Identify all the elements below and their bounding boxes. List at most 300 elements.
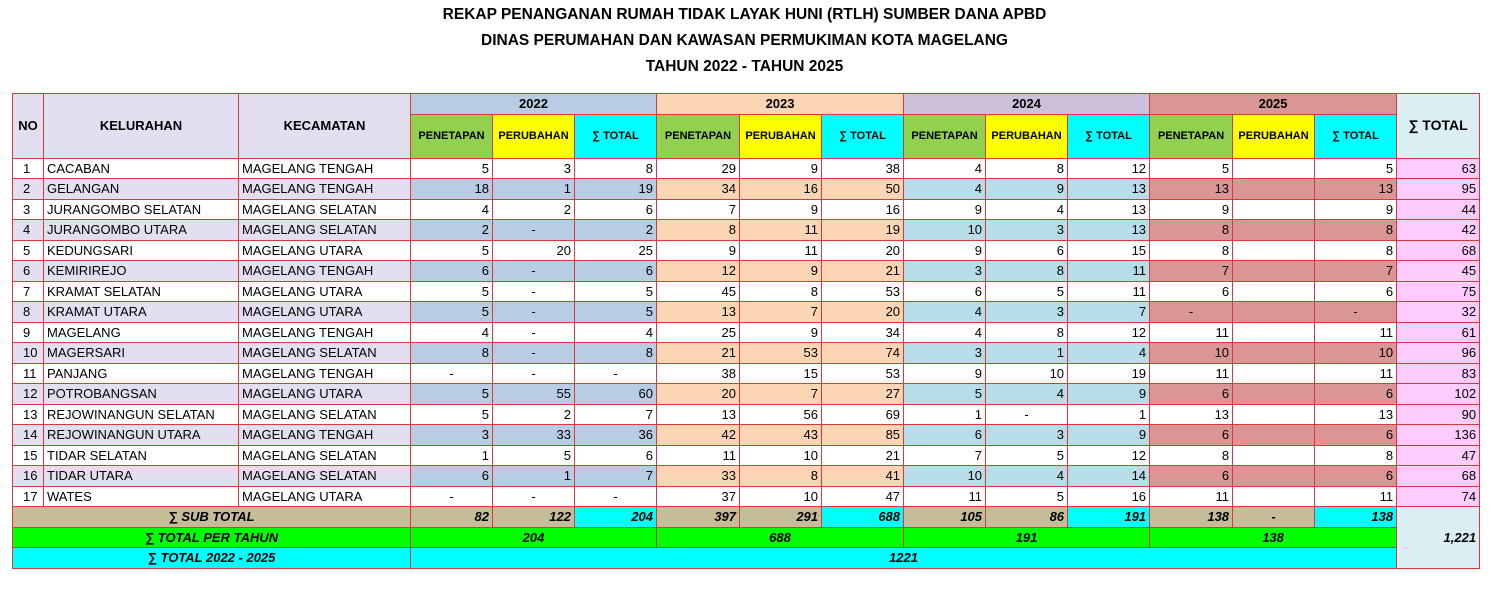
value-cell: 34 (657, 179, 740, 200)
table-row (13, 158, 1480, 179)
value-cell: 5 (411, 158, 493, 179)
value-cell: 13 (657, 302, 740, 323)
value-cell: 55 (493, 384, 575, 405)
value-cell: 4 (904, 302, 986, 323)
value-cell: 7 (575, 466, 657, 487)
subtotal-cell: 122 (493, 507, 575, 528)
value-cell: 3 (904, 343, 986, 364)
table-row (13, 220, 1480, 241)
kelurahan-cell: KEDUNGSARI (44, 240, 239, 261)
kecamatan-cell: MAGELANG UTARA (239, 240, 411, 261)
row-total-cell: 63 (1397, 158, 1480, 179)
subtotal-cell: 397 (657, 507, 740, 528)
value-cell: - (493, 302, 575, 323)
value-cell: 9 (740, 158, 822, 179)
value-cell: 16 (822, 199, 904, 220)
row-total-cell: 61 (1397, 322, 1480, 343)
row-no-cell: 3 (13, 199, 44, 220)
value-cell (1233, 302, 1315, 323)
value-cell: 10 (1315, 343, 1397, 364)
value-cell: 8 (986, 158, 1068, 179)
header-penetapan-2023: PENETAPAN (657, 114, 740, 158)
value-cell: 6 (575, 261, 657, 282)
table-row (13, 425, 1480, 446)
kelurahan-cell: MAGERSARI (44, 343, 239, 364)
row-no-cell: 8 (13, 302, 44, 323)
value-cell: 6 (411, 466, 493, 487)
value-cell: 36 (575, 425, 657, 446)
kecamatan-cell: MAGELANG SELATAN (239, 343, 411, 364)
header-perubahan-2022: PERUBAHAN (493, 114, 575, 158)
value-cell: 9 (1315, 199, 1397, 220)
value-cell: 41 (822, 466, 904, 487)
value-cell: 25 (657, 322, 740, 343)
value-cell: 6 (986, 240, 1068, 261)
kecamatan-cell: MAGELANG UTARA (239, 486, 411, 507)
value-cell: 18 (411, 179, 493, 200)
header-year-2024: 2024 (904, 94, 1150, 115)
row-no-cell: 1 (13, 158, 44, 179)
value-cell: 6 (411, 261, 493, 282)
value-cell (1233, 486, 1315, 507)
subtotal-label: ∑ SUB TOTAL (13, 507, 411, 528)
value-cell: 8 (575, 343, 657, 364)
value-cell: 1 (411, 445, 493, 466)
table-row (13, 466, 1480, 487)
value-cell: 34 (822, 322, 904, 343)
value-cell: - (575, 486, 657, 507)
subtotal-cell: 138 (1315, 507, 1397, 528)
value-cell: 6 (1315, 384, 1397, 405)
value-cell: - (493, 343, 575, 364)
table-row (13, 363, 1480, 384)
subtotal-cell: 291 (740, 507, 822, 528)
subtotal-cell: 204 (575, 507, 657, 528)
kelurahan-cell: JURANGOMBO UTARA (44, 220, 239, 241)
kelurahan-cell: GELANGAN (44, 179, 239, 200)
value-cell: 11 (740, 240, 822, 261)
row-no-cell: 16 (13, 466, 44, 487)
header-kelurahan: KELURAHAN (44, 94, 239, 159)
row-total-cell: 96 (1397, 343, 1480, 364)
header-penetapan-2024: PENETAPAN (904, 114, 986, 158)
value-cell: 11 (1150, 363, 1233, 384)
kelurahan-cell: PANJANG (44, 363, 239, 384)
table-row (13, 281, 1480, 302)
value-cell: 85 (822, 425, 904, 446)
value-cell: 6 (1150, 425, 1233, 446)
kelurahan-cell: REJOWINANGUN UTARA (44, 425, 239, 446)
value-cell: - (1315, 302, 1397, 323)
value-cell: 11 (740, 220, 822, 241)
value-cell (1233, 445, 1315, 466)
table-row (13, 322, 1480, 343)
value-cell: 20 (822, 240, 904, 261)
value-cell: 4 (904, 322, 986, 343)
value-cell: - (411, 363, 493, 384)
kecamatan-cell: MAGELANG TENGAH (239, 425, 411, 446)
value-cell: 7 (740, 384, 822, 405)
value-cell: 13 (1068, 199, 1150, 220)
value-cell: 8 (411, 343, 493, 364)
value-cell: 38 (657, 363, 740, 384)
table-row (13, 404, 1480, 425)
value-cell: 7 (1315, 261, 1397, 282)
table-row (13, 179, 1480, 200)
value-cell: 11 (904, 486, 986, 507)
value-cell: 6 (1315, 425, 1397, 446)
value-cell: 3 (493, 158, 575, 179)
row-no-cell: 15 (13, 445, 44, 466)
value-cell: 27 (822, 384, 904, 405)
value-cell: 19 (1068, 363, 1150, 384)
value-cell: 43 (740, 425, 822, 446)
value-cell: 3 (411, 425, 493, 446)
value-cell: 38 (822, 158, 904, 179)
row-total-cell: 90 (1397, 404, 1480, 425)
value-cell: 19 (822, 220, 904, 241)
value-cell: 4 (904, 179, 986, 200)
value-cell: 74 (822, 343, 904, 364)
value-cell: 20 (822, 302, 904, 323)
value-cell: 6 (1150, 384, 1233, 405)
value-cell: 8 (1150, 240, 1233, 261)
row-no-cell: 4 (13, 220, 44, 241)
value-cell: 2 (493, 199, 575, 220)
row-total-cell: 68 (1397, 466, 1480, 487)
total-per-year-label: ∑ TOTAL PER TAHUN (13, 527, 411, 548)
total-per-year-2025: 138 (1150, 527, 1397, 548)
kecamatan-cell: MAGELANG TENGAH (239, 363, 411, 384)
report-title: REKAP PENANGANAN RUMAH TIDAK LAYAK HUNI (RTLH) SUMBER DANA APBD (442, 6, 1047, 23)
value-cell (1233, 343, 1315, 364)
value-cell: 10 (986, 363, 1068, 384)
value-cell: - (1150, 302, 1233, 323)
value-cell: 1 (493, 179, 575, 200)
value-cell: 19 (575, 179, 657, 200)
value-cell: - (411, 486, 493, 507)
kelurahan-cell: REJOWINANGUN SELATAN (44, 404, 239, 425)
value-cell: 10 (740, 486, 822, 507)
value-cell: 6 (1315, 281, 1397, 302)
header-penetapan-2022: PENETAPAN (411, 114, 493, 158)
value-cell: 5 (986, 445, 1068, 466)
value-cell: 8 (740, 466, 822, 487)
total-all-years-row (13, 548, 1480, 569)
value-cell: 13 (1315, 179, 1397, 200)
value-cell: 4 (411, 199, 493, 220)
value-cell (1233, 261, 1315, 282)
value-cell: 11 (1315, 322, 1397, 343)
total-all-years-label: ∑ TOTAL 2022 - 2025 (13, 548, 411, 569)
kelurahan-cell: MAGELANG (44, 322, 239, 343)
value-cell: - (493, 220, 575, 241)
value-cell: 14 (1068, 466, 1150, 487)
value-cell: 5 (411, 404, 493, 425)
value-cell: 8 (986, 261, 1068, 282)
row-total-cell: 136 (1397, 425, 1480, 446)
table-row (13, 240, 1480, 261)
subtotal-cell: - (1233, 507, 1315, 528)
value-cell: 1 (986, 343, 1068, 364)
total-per-year-row (13, 527, 1480, 548)
value-cell: 11 (1315, 486, 1397, 507)
value-cell: 47 (822, 486, 904, 507)
value-cell: 8 (1315, 445, 1397, 466)
value-cell (1233, 322, 1315, 343)
kecamatan-cell: MAGELANG TENGAH (239, 322, 411, 343)
value-cell: 5 (411, 240, 493, 261)
subtotal-cell: 86 (986, 507, 1068, 528)
row-total-cell: 83 (1397, 363, 1480, 384)
kecamatan-cell: MAGELANG SELATAN (239, 220, 411, 241)
value-cell: 5 (1315, 158, 1397, 179)
grand-total-value: 1,221 (1397, 507, 1480, 569)
value-cell: 45 (657, 281, 740, 302)
value-cell: 12 (1068, 322, 1150, 343)
value-cell: 8 (740, 281, 822, 302)
value-cell: 13 (1150, 179, 1233, 200)
value-cell: 5 (986, 486, 1068, 507)
value-cell: 13 (657, 404, 740, 425)
header-grand-total: ∑ TOTAL (1397, 94, 1480, 159)
value-cell: 6 (1315, 466, 1397, 487)
value-cell: 10 (904, 220, 986, 241)
subtotal-cell: 138 (1150, 507, 1233, 528)
value-cell: 3 (986, 220, 1068, 241)
value-cell: 5 (575, 302, 657, 323)
row-total-cell: 102 (1397, 384, 1480, 405)
value-cell: 9 (1150, 199, 1233, 220)
value-cell: 4 (986, 199, 1068, 220)
value-cell (1233, 220, 1315, 241)
kecamatan-cell: MAGELANG SELATAN (239, 445, 411, 466)
value-cell: - (493, 486, 575, 507)
header-year-2023: 2023 (657, 94, 904, 115)
value-cell: 15 (1068, 240, 1150, 261)
row-no-cell: 5 (13, 240, 44, 261)
row-no-cell: 12 (13, 384, 44, 405)
value-cell: 9 (740, 261, 822, 282)
value-cell: 37 (657, 486, 740, 507)
total-per-year-2023: 688 (657, 527, 904, 548)
value-cell (1233, 158, 1315, 179)
value-cell: 7 (1150, 261, 1233, 282)
value-cell (1233, 425, 1315, 446)
row-total-cell: 95 (1397, 179, 1480, 200)
value-cell: 10 (1150, 343, 1233, 364)
value-cell: 3 (904, 261, 986, 282)
value-cell: - (493, 322, 575, 343)
header-total-2022: ∑ TOTAL (575, 114, 657, 158)
value-cell: 2 (575, 220, 657, 241)
report-subtitle-period: TAHUN 2022 - TAHUN 2025 (645, 58, 844, 75)
value-cell: 20 (493, 240, 575, 261)
header-total-2025: ∑ TOTAL (1315, 114, 1397, 158)
table-row (13, 302, 1480, 323)
subtotal-cell: 688 (822, 507, 904, 528)
value-cell: 42 (657, 425, 740, 446)
value-cell: - (493, 281, 575, 302)
value-cell (1233, 240, 1315, 261)
value-cell (1233, 199, 1315, 220)
header-year-2022: 2022 (411, 94, 657, 115)
value-cell: 13 (1068, 179, 1150, 200)
value-cell: 4 (986, 384, 1068, 405)
value-cell: 16 (740, 179, 822, 200)
row-total-cell: 68 (1397, 240, 1480, 261)
kelurahan-cell: WATES (44, 486, 239, 507)
kelurahan-cell: KRAMAT UTARA (44, 302, 239, 323)
kelurahan-cell: KEMIRIREJO (44, 261, 239, 282)
value-cell: 6 (1150, 281, 1233, 302)
header-penetapan-2025: PENETAPAN (1150, 114, 1233, 158)
value-cell: - (986, 404, 1068, 425)
value-cell: - (575, 363, 657, 384)
value-cell: 53 (822, 281, 904, 302)
row-total-cell: 75 (1397, 281, 1480, 302)
kecamatan-cell: MAGELANG UTARA (239, 281, 411, 302)
rtlh-table (12, 93, 1480, 569)
total-all-years-value: 1221 (411, 548, 1397, 569)
kelurahan-cell: KRAMAT SELATAN (44, 281, 239, 302)
value-cell: 21 (822, 261, 904, 282)
value-cell: 1 (493, 466, 575, 487)
row-total-cell: 45 (1397, 261, 1480, 282)
table-row (13, 384, 1480, 405)
value-cell: 9 (904, 199, 986, 220)
value-cell: 9 (986, 179, 1068, 200)
header-year-2025: 2025 (1150, 94, 1397, 115)
kecamatan-cell: MAGELANG TENGAH (239, 158, 411, 179)
value-cell: 13 (1315, 404, 1397, 425)
value-cell: 11 (1068, 261, 1150, 282)
kelurahan-cell: CACABAN (44, 158, 239, 179)
value-cell (1233, 466, 1315, 487)
row-total-cell: 42 (1397, 220, 1480, 241)
row-no-cell: 6 (13, 261, 44, 282)
value-cell: 8 (986, 322, 1068, 343)
value-cell: 4 (904, 158, 986, 179)
kecamatan-cell: MAGELANG TENGAH (239, 261, 411, 282)
value-cell: 20 (657, 384, 740, 405)
table-body (13, 158, 1480, 507)
value-cell: 11 (1068, 281, 1150, 302)
value-cell: 12 (1068, 445, 1150, 466)
value-cell: 33 (657, 466, 740, 487)
header-perubahan-2023: PERUBAHAN (740, 114, 822, 158)
value-cell: 9 (740, 199, 822, 220)
header-total-2024: ∑ TOTAL (1068, 114, 1150, 158)
value-cell: 6 (1150, 466, 1233, 487)
value-cell: 8 (1315, 220, 1397, 241)
header-no: NO (13, 94, 44, 159)
subtotal-row (13, 507, 1480, 528)
row-total-cell: 44 (1397, 199, 1480, 220)
subtotal-cell: 82 (411, 507, 493, 528)
kecamatan-cell: MAGELANG UTARA (239, 302, 411, 323)
kelurahan-cell: JURANGOMBO SELATAN (44, 199, 239, 220)
value-cell: 16 (1068, 486, 1150, 507)
value-cell: 5 (575, 281, 657, 302)
value-cell: 4 (1068, 343, 1150, 364)
value-cell: 4 (575, 322, 657, 343)
value-cell: 11 (1315, 363, 1397, 384)
value-cell: 4 (986, 466, 1068, 487)
value-cell: 15 (740, 363, 822, 384)
value-cell: 2 (411, 220, 493, 241)
total-per-year-2022: 204 (411, 527, 657, 548)
header-perubahan-2024: PERUBAHAN (986, 114, 1068, 158)
value-cell: 5 (1150, 158, 1233, 179)
value-cell: 6 (575, 445, 657, 466)
row-no-cell: 9 (13, 322, 44, 343)
value-cell: 56 (740, 404, 822, 425)
value-cell: 50 (822, 179, 904, 200)
value-cell: 53 (822, 363, 904, 384)
value-cell: 11 (657, 445, 740, 466)
table-row (13, 343, 1480, 364)
value-cell: 7 (575, 404, 657, 425)
value-cell (1233, 179, 1315, 200)
report-titles (0, 0, 1489, 80)
value-cell: 5 (493, 445, 575, 466)
value-cell: 8 (1150, 220, 1233, 241)
value-cell: 53 (740, 343, 822, 364)
value-cell: 5 (411, 281, 493, 302)
row-no-cell: 10 (13, 343, 44, 364)
value-cell: 9 (904, 240, 986, 261)
value-cell: 9 (904, 363, 986, 384)
row-no-cell: 2 (13, 179, 44, 200)
kelurahan-cell: POTROBANGSAN (44, 384, 239, 405)
value-cell: 29 (657, 158, 740, 179)
kecamatan-cell: MAGELANG SELATAN (239, 404, 411, 425)
value-cell: 12 (1068, 158, 1150, 179)
value-cell: 5 (904, 384, 986, 405)
kecamatan-cell: MAGELANG UTARA (239, 384, 411, 405)
value-cell: 5 (411, 384, 493, 405)
table-row (13, 486, 1480, 507)
value-cell: 10 (740, 445, 822, 466)
value-cell: 9 (657, 240, 740, 261)
value-cell: 8 (657, 220, 740, 241)
value-cell: 9 (1068, 425, 1150, 446)
value-cell: 10 (904, 466, 986, 487)
value-cell: 5 (411, 302, 493, 323)
value-cell: 69 (822, 404, 904, 425)
row-no-cell: 17 (13, 486, 44, 507)
value-cell: 12 (657, 261, 740, 282)
value-cell: 33 (493, 425, 575, 446)
value-cell: 3 (986, 302, 1068, 323)
subtotal-cell: 191 (1068, 507, 1150, 528)
total-per-year-2024: 191 (904, 527, 1150, 548)
row-no-cell: 7 (13, 281, 44, 302)
value-cell: 2 (493, 404, 575, 425)
value-cell: 8 (575, 158, 657, 179)
value-cell: 1 (1068, 404, 1150, 425)
value-cell: 13 (1068, 220, 1150, 241)
value-cell: 6 (904, 425, 986, 446)
value-cell: 1 (904, 404, 986, 425)
value-cell: - (493, 363, 575, 384)
value-cell: 25 (575, 240, 657, 261)
value-cell: 9 (740, 322, 822, 343)
subtotal-cell: 105 (904, 507, 986, 528)
row-no-cell: 13 (13, 404, 44, 425)
header-kecamatan: KECAMATAN (239, 94, 411, 159)
